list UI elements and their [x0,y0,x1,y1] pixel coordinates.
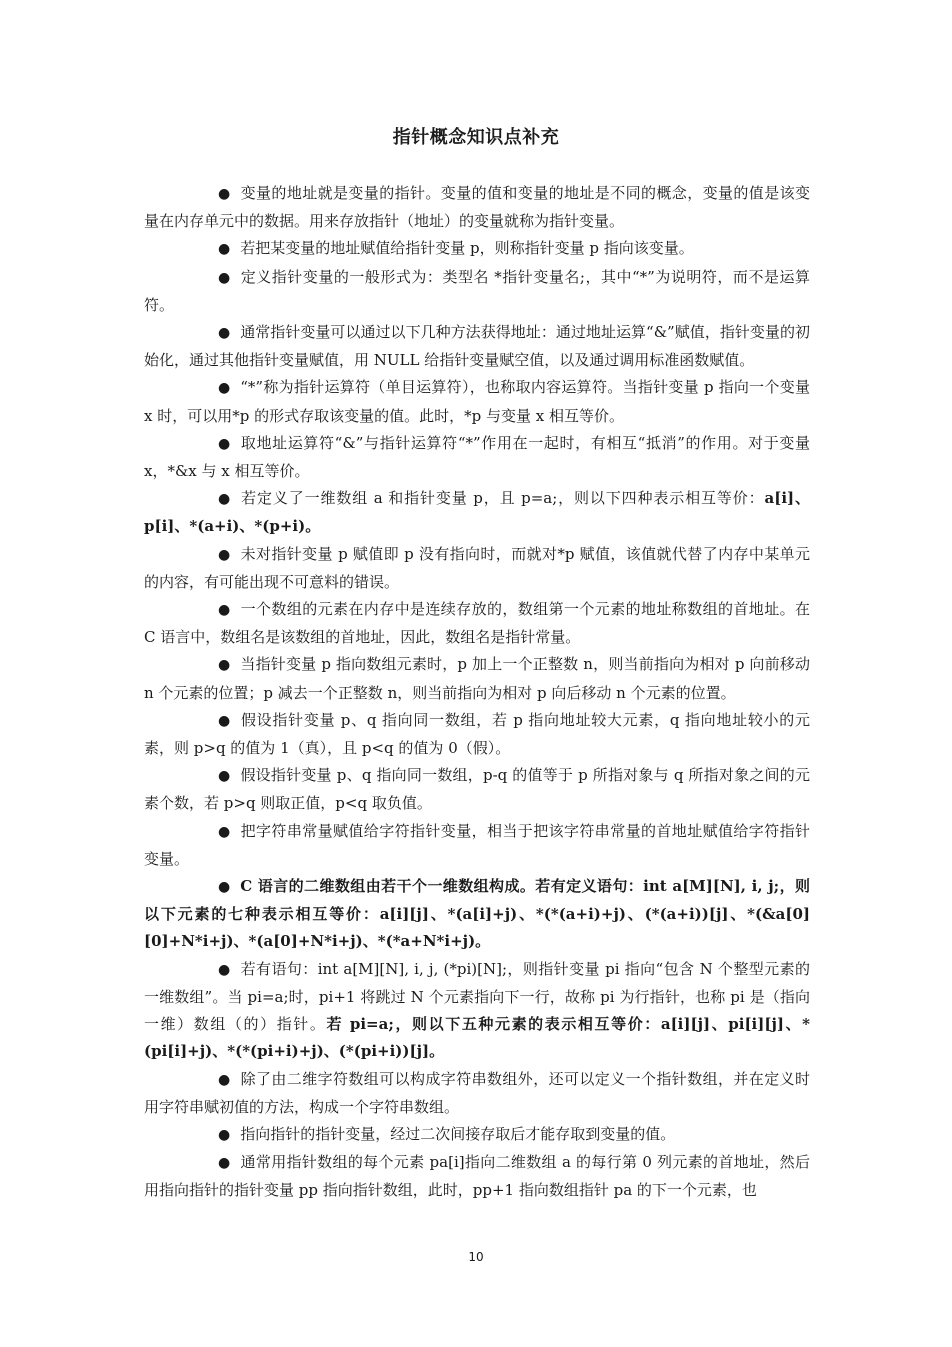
paragraph [144,264,810,319]
paragraph-text: 把字符串常量赋值给字符指针变量，相当于把该字符串常量的首地址赋值给字符指针变量。 [144,821,810,868]
paragraph-text: 通常用指针数组的每个元素 pa[i]指向二维数组 a 的每行第 0 列元素的首地址，然后用指向指针的指针变量 pp 指向指针数组，此时，pp+1 指向数组指针 pa 的下一个元素，也 [144,1153,810,1200]
paragraph [144,235,810,263]
paragraph [144,374,810,429]
paragraph [144,1121,810,1149]
page-title: 指针概念知识点补充 [392,127,560,148]
paragraph [144,180,810,235]
bullet-icon: ● [218,768,231,785]
bullet-icon: ● [218,380,231,397]
bullet-icon: ● [218,823,231,840]
paragraph-text: 未对指针变量 p 赋值即 p 没有指向时，而就对*p 赋值，该值就代替了内存中某单元的内容，有可能出现不可意料的错误。 [144,544,810,591]
paragraph-emphasis: 若 pi=a;，则以下五种元素的表示相互等价：a[i][j]、pi[i][j]、*(pi[i]+j)、*(*(pi+i)+j)、(*(pi+i))[j]。 [144,1015,810,1061]
paragraph-emphasis: a[i]、p[i]、*(a+i)、*(p+i)。 [144,489,810,536]
paragraph [144,430,810,485]
paragraph-text: 通常指针变量可以通过以下几种方法获得地址：通过地址运算“&”赋值，指针变量的初始化，通过其他指针变量赋值，用 NULL 给指针变量赋空值，以及通过调用标准函数赋值。 [144,323,810,370]
paragraph [144,319,810,374]
document-body [144,180,810,1205]
paragraph [144,762,810,817]
paragraph-text: 除了由二维字符数组可以构成字符串数组外，还可以定义一个指针数组，并在定义时用字符串赋初值的方法，构成一个字符串数组。 [144,1069,810,1116]
bullet-icon: ● [218,1155,231,1172]
paragraph-text: 当指针变量 p 指向数组元素时，p 加上一个正整数 n，则当前指向为相对 p 向前移动 n 个元素的位置；p 减去一个正整数 n，则当前指向为相对 p 向后移动 n 个元素的位置。 [144,655,810,702]
paragraph [144,596,810,651]
paragraph [144,818,810,873]
paragraph [144,541,810,596]
paragraph [144,1149,810,1204]
paragraph-text: 变量的地址就是变量的指针。变量的值和变量的地址是不同的概念，变量的值是该变量在内存单元中的数据。用来存放指针（地址）的变量就称为指针变量。 [144,184,810,231]
paragraph [144,1066,810,1121]
paragraph-text: 若定义了一维数组 a 和指针变量 p，且 p=a;，则以下四种表示相互等价： [240,489,765,508]
bullet-icon: ● [218,961,231,978]
paragraph-emphasis: C 语言的二维数组由若干个一维数组构成。若有定义语句：int a[M][N], i, j;，则以下元素的七种表示相互等价：a[i][j]、*(a[i]+j)、*(*(a+i)+j)、(*(a+i))[j]、*(&a[0][0]+N*i+j)、*(a[0]+N*i+j)、*(*a+N*i+j)。 [144,877,810,951]
paragraph [144,485,810,540]
bullet-icon: ● [218,269,231,286]
bullet-icon: ● [218,712,231,729]
paragraph-text: “*”称为指针运算符（单目运算符），也称取内容运算符。当指针变量 p 指向一个变量 x 时，可以用*p 的形式存取该变量的值。此时，*p 与变量 x 相互等价。 [144,378,810,425]
bullet-icon: ● [218,879,231,896]
paragraph-text: 若有语句：int a[M][N], i, j, (*pi)[N];，则指针变量 pi 指向“包含 N 个整型元素的一维数组”。当 pi=a;时，pi+1 将跳过 N 个元素指向下一行，故称 pi 为行指针，也称 pi 是（指向一维）数组（的）指针。 [144,959,810,1034]
bullet-icon: ● [218,1071,231,1088]
paragraph [144,873,810,956]
bullet-icon: ● [218,186,231,202]
bullet-icon: ● [218,546,231,563]
bullet-icon: ● [218,1126,231,1143]
page-number: 10 [468,1250,484,1264]
paragraph-text: 若把某变量的地址赋值给指针变量 p，则称指针变量 p 指向该变量。 [240,239,694,258]
paragraph-text: 取地址运算符“&”与指针运算符“*”作用在一起时，有相互“抵消”的作用。对于变量 x，*&x 与 x 相互等价。 [144,433,810,481]
paragraph-text: 一个数组的元素在内存中是连续存放的，数组第一个元素的地址称数组的首地址。在 C 语言中，数组名是该数组的首地址，因此，数组名是指针常量。 [144,600,810,647]
paragraph [144,956,810,1066]
bullet-icon: ● [218,325,231,342]
paragraph [144,651,810,706]
bullet-icon: ● [218,435,231,452]
bullet-icon: ● [218,241,231,258]
bullet-icon: ● [218,491,231,508]
paragraph-text: 假设指针变量 p、q 指向同一数组，p-q 的值等于 p 所指对象与 q 所指对象之间的元素个数，若 p>q 则取正值，p<q 取负值。 [144,766,810,813]
bullet-icon: ● [218,657,231,674]
bullet-icon: ● [218,602,231,619]
paragraph-text: 定义指针变量的一般形式为：类型名 *指针变量名;，其中“*”为说明符，而不是运算符。 [144,267,810,314]
paragraph [144,707,810,762]
paragraph-text: 指向指针的指针变量，经过二次间接存取后才能存取到变量的值。 [240,1124,676,1143]
paragraph-text: 假设指针变量 p、q 指向同一数组，若 p 指向地址较大元素，q 指向地址较小的元素，则 p>q 的值为 1（真），且 p<q 的值为 0（假）。 [144,710,810,758]
